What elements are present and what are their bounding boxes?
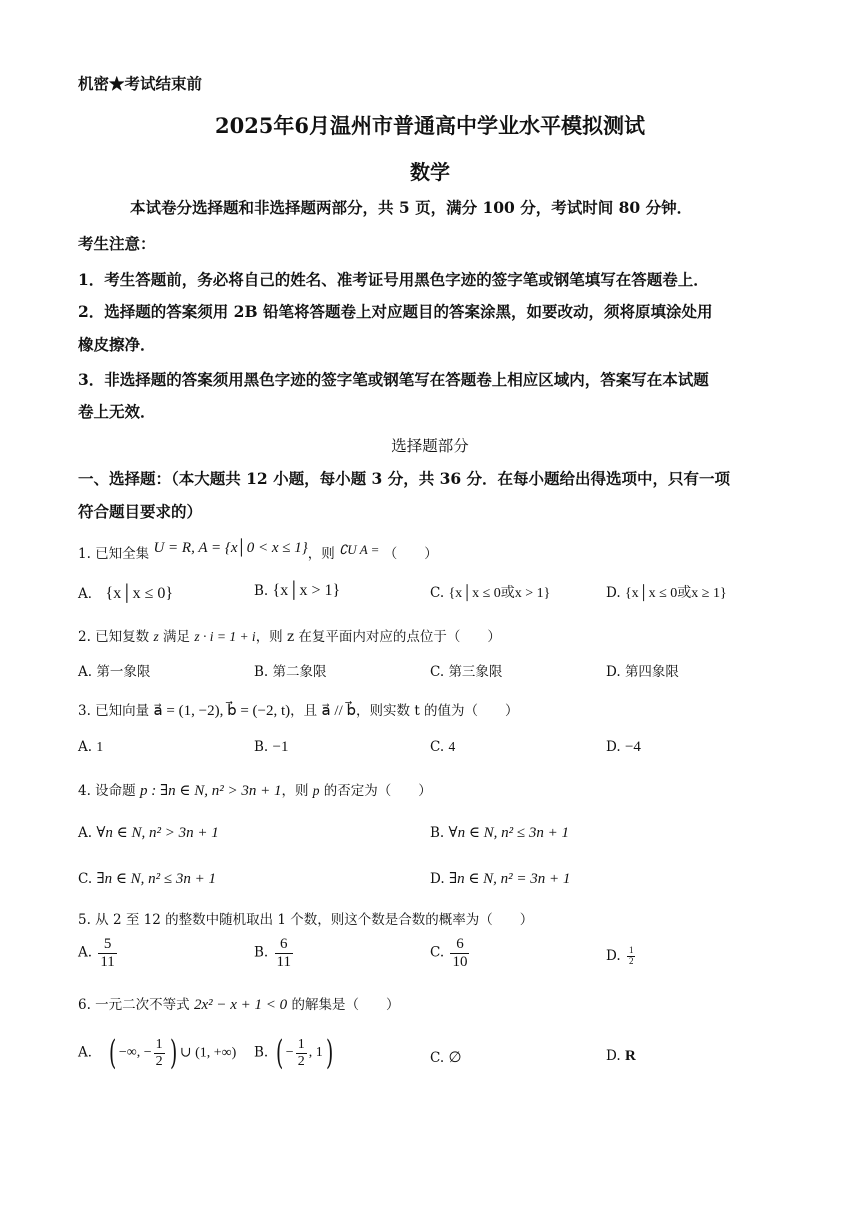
notice-1: 1．考生答题前，务必将自己的姓名、准考证号用黑色字迹的签字笔或钢笔填写在答题卷上． bbox=[78, 270, 709, 289]
part-heading-line2: 符合题目要求的） bbox=[78, 502, 203, 521]
option-label: C. bbox=[430, 585, 445, 601]
question-4-option-c bbox=[78, 869, 216, 888]
question-6-number: 6. 一元二次不等式 bbox=[78, 997, 190, 1013]
option-text: {x│x > 1} bbox=[272, 582, 341, 599]
question-6-option-a bbox=[78, 1033, 237, 1073]
left-paren: ( bbox=[108, 1033, 116, 1073]
option-label: D. bbox=[606, 947, 621, 964]
option-label: B. bbox=[254, 1044, 269, 1061]
question-4-option-b bbox=[430, 823, 569, 842]
question-3-math: a⃗ = (1, −2), b⃗ = (−2, t) bbox=[153, 703, 291, 719]
fraction bbox=[98, 936, 116, 970]
question-4-stem bbox=[78, 779, 432, 800]
question-3-option-d bbox=[606, 739, 641, 756]
exam-intro: 本试卷分选择题和非选择题两部分，共 5 页，满分 100 分，考试时间 80 分钟． bbox=[130, 198, 693, 217]
option-text: 第三象限 bbox=[448, 664, 503, 680]
question-2-stem bbox=[78, 625, 501, 645]
option-text: {x│x ≤ 0或x ≥ 1} bbox=[624, 586, 727, 601]
option-text: ∃n ∈ N, n² ≤ 3n + 1 bbox=[96, 871, 217, 887]
option-label: C. bbox=[430, 944, 445, 961]
option-label: C. bbox=[78, 871, 93, 887]
question-6-option-c bbox=[430, 1048, 462, 1067]
question-6-math: 2x² − x + 1 < 0 bbox=[193, 997, 288, 1013]
notice-2-cont: 橡皮擦净． bbox=[78, 335, 156, 354]
fraction bbox=[627, 946, 636, 967]
option-label: B. bbox=[430, 825, 445, 841]
notice-3: 3．非选择题的答案须用黑色字迹的签字笔或钢笔写在答题卷上相应区域内，答案写在本试题 bbox=[78, 370, 709, 389]
question-1-option-c bbox=[430, 582, 550, 602]
fraction bbox=[154, 1037, 165, 1069]
option-label: C. bbox=[430, 739, 445, 755]
option-label: B. bbox=[254, 583, 269, 599]
question-4-option-d bbox=[430, 869, 570, 888]
option-label: A. bbox=[78, 825, 93, 841]
option-label: A. bbox=[78, 664, 93, 680]
question-3-option-b bbox=[254, 739, 288, 756]
question-6-post: 的解集是（ ） bbox=[291, 997, 400, 1013]
option-text: ∅ bbox=[448, 1050, 462, 1066]
notice-2: 2．选择题的答案须用 2B 铅笔将答题卷上对应题目的答案涂黑，如要改动，须将原填涂处用 bbox=[78, 302, 713, 321]
option-label: B. bbox=[254, 944, 269, 961]
interval-end: ∪ (1, +∞) bbox=[179, 1045, 237, 1061]
notice-heading: 考生注意： bbox=[78, 234, 156, 253]
fraction bbox=[275, 936, 293, 970]
option-text: ∃n ∈ N, n² = 3n + 1 bbox=[448, 871, 571, 887]
option-text: −4 bbox=[624, 739, 641, 755]
option-text: 第四象限 bbox=[624, 664, 679, 680]
fraction-denominator: 2 bbox=[628, 955, 634, 966]
question-2-number: 2. 已知复数 bbox=[78, 629, 150, 645]
question-2-option-d bbox=[606, 660, 679, 680]
option-label: D. bbox=[606, 664, 621, 680]
question-2-post: ，则 z 在复平面内对应的点位于（ ） bbox=[255, 629, 501, 645]
option-label: D. bbox=[606, 1048, 621, 1064]
question-3-post: ，则实数 t 的值为（ ） bbox=[356, 703, 519, 719]
question-4-number: 4. 设命题 bbox=[78, 783, 136, 799]
question-5-stem: 5. 从 2 至 12 的整数中随机取出 1 个数，则这个数是合数的概率为（ ） bbox=[78, 912, 534, 928]
fraction-numerator: 6 bbox=[279, 936, 288, 952]
question-5-option-a bbox=[78, 936, 119, 970]
interval-start: −∞, − bbox=[118, 1045, 152, 1060]
question-6-option-b bbox=[254, 1033, 336, 1073]
subject-title: 数学 bbox=[410, 160, 450, 184]
question-3-math2: a⃗ // b⃗ bbox=[321, 703, 357, 719]
question-4-math: p : ∃n ∈ N, n² > 3n + 1 bbox=[139, 783, 282, 799]
question-1-option-a bbox=[78, 582, 173, 603]
question-1-option-b bbox=[254, 582, 340, 600]
option-text: ∀n ∈ N, n² > 3n + 1 bbox=[96, 825, 219, 841]
option-label: C. bbox=[430, 664, 445, 680]
part-heading-line1: 一、选择题：（本大题共 12 小题，每小题 3 分，共 36 分．在每小题给出得选项中，只有一项 bbox=[78, 469, 731, 488]
option-label: C. bbox=[430, 1050, 445, 1066]
question-3-stem bbox=[78, 699, 519, 720]
interval-end: , 1 bbox=[308, 1045, 323, 1060]
question-4-math2: p bbox=[312, 783, 320, 798]
question-5-option-d bbox=[606, 946, 637, 967]
question-5-option-b bbox=[254, 936, 295, 970]
fraction-denominator: 11 bbox=[100, 953, 115, 970]
option-label: A. bbox=[78, 739, 93, 755]
question-4-mid: ，则 bbox=[281, 783, 309, 799]
fraction-numerator: 6 bbox=[456, 936, 464, 952]
question-1-stem bbox=[78, 542, 438, 563]
question-5-option-c bbox=[430, 936, 471, 970]
fraction bbox=[296, 1037, 307, 1069]
question-2-option-a bbox=[78, 660, 150, 680]
fraction-numerator: 1 bbox=[155, 1037, 163, 1053]
question-1-number: 1. 已知全集 bbox=[78, 546, 150, 562]
option-text: 4 bbox=[448, 739, 456, 754]
question-6-stem bbox=[78, 993, 399, 1014]
fraction-denominator: 10 bbox=[452, 953, 468, 970]
notice-3-cont: 卷上无效． bbox=[78, 402, 156, 421]
question-2-option-b bbox=[254, 660, 327, 680]
option-label: B. bbox=[254, 664, 269, 680]
confidential-label: 机密★考试结束前 bbox=[78, 74, 203, 93]
question-1-math2: ∁U A = bbox=[339, 542, 380, 557]
question-2-option-c bbox=[430, 660, 502, 680]
right-paren: ) bbox=[325, 1033, 333, 1073]
option-label: D. bbox=[606, 585, 621, 601]
question-6-option-d bbox=[606, 1048, 636, 1065]
fraction-numerator: 1 bbox=[297, 1037, 305, 1053]
fraction-denominator: 11 bbox=[276, 953, 291, 970]
fraction-denominator: 2 bbox=[297, 1053, 305, 1069]
fraction-numerator: 5 bbox=[103, 936, 112, 952]
fraction-denominator: 2 bbox=[155, 1053, 163, 1069]
option-text: ∀n ∈ N, n² ≤ 3n + 1 bbox=[448, 825, 570, 841]
question-3-mid: ，且 bbox=[290, 703, 318, 719]
question-2-mid: 满足 bbox=[163, 629, 191, 645]
option-label: B. bbox=[254, 739, 269, 755]
question-3-option-c bbox=[430, 739, 455, 755]
fraction bbox=[450, 936, 469, 970]
option-text: 第二象限 bbox=[272, 664, 327, 680]
option-label: A． bbox=[78, 1044, 102, 1061]
option-label: A. bbox=[78, 944, 93, 961]
question-1-option-d bbox=[606, 582, 727, 602]
question-3-option-a bbox=[78, 739, 103, 755]
option-text: 第一象限 bbox=[96, 664, 151, 680]
option-text: −1 bbox=[272, 739, 289, 755]
exam-title: 2025年6月温州市普通高中学业水平模拟测试 bbox=[214, 113, 646, 138]
question-3-number: 3. 已知向量 bbox=[78, 703, 150, 719]
question-1-mid: ，则 bbox=[307, 546, 335, 562]
interval-start: − bbox=[285, 1045, 294, 1060]
option-text: 1 bbox=[96, 739, 104, 754]
fraction-numerator: 1 bbox=[628, 945, 634, 955]
question-4-post: 的否定为（ ） bbox=[323, 783, 432, 799]
option-text: {x│x ≤ 0} bbox=[105, 585, 174, 602]
option-label: D. bbox=[430, 871, 445, 887]
question-1-post: （ ） bbox=[383, 546, 438, 562]
left-paren: ( bbox=[275, 1033, 283, 1073]
right-paren: ) bbox=[169, 1033, 177, 1073]
option-label: D. bbox=[606, 739, 621, 755]
question-2-math2: z · i = 1 + i bbox=[194, 629, 256, 644]
question-1-math: U = R, A = {x│0 < x ≤ 1} bbox=[153, 540, 308, 556]
option-text: R bbox=[624, 1048, 636, 1064]
question-2-math: z bbox=[153, 629, 159, 644]
option-label: A． bbox=[78, 586, 102, 602]
option-text: {x│x ≤ 0或x > 1} bbox=[448, 586, 551, 601]
section-title: 选择题部分 bbox=[391, 437, 469, 455]
question-4-option-a bbox=[78, 823, 219, 842]
